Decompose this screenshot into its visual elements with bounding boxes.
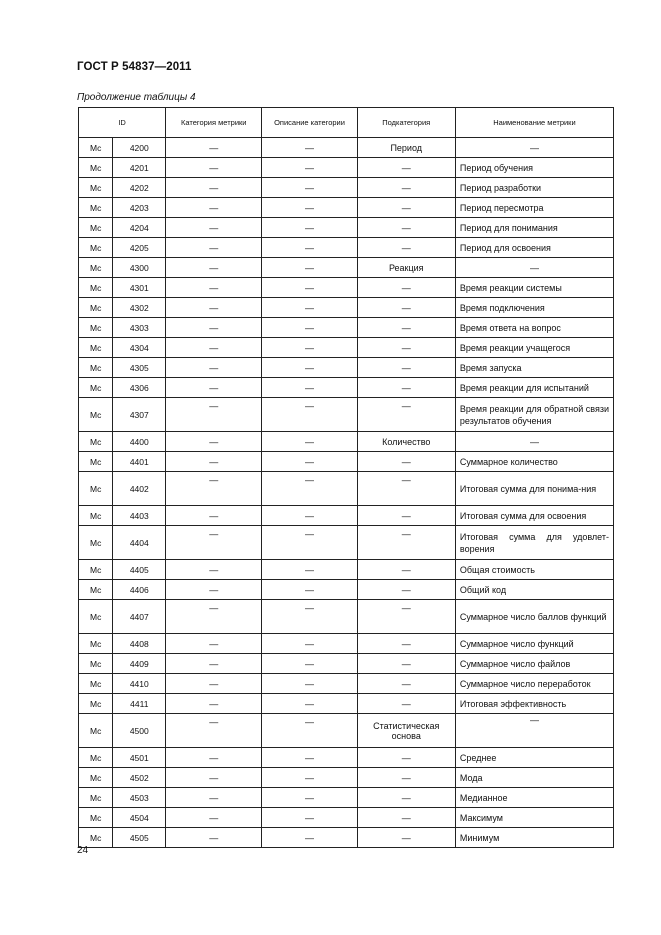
row-category: — <box>166 158 262 178</box>
row-prefix: Mc <box>79 674 113 694</box>
row-id: 4503 <box>113 788 166 808</box>
row-subcategory: — <box>357 788 455 808</box>
row-metric-name: Мода <box>455 768 613 788</box>
row-prefix: Mc <box>79 338 113 358</box>
row-prefix: Mc <box>79 634 113 654</box>
row-metric-name: Итоговая сумма для освоения <box>455 506 613 526</box>
row-id: 4406 <box>113 580 166 600</box>
row-description: — <box>262 158 357 178</box>
row-description: — <box>262 378 357 398</box>
row-subcategory: — <box>357 506 455 526</box>
row-description: — <box>262 634 357 654</box>
table-row <box>79 634 614 654</box>
row-metric-name: Время реакции для испытаний <box>455 378 613 398</box>
row-category: — <box>166 748 262 768</box>
row-prefix: Mc <box>79 472 113 506</box>
row-subcategory: — <box>357 526 455 560</box>
row-id: 4402 <box>113 472 166 506</box>
row-description: — <box>262 788 357 808</box>
row-description: — <box>262 358 357 378</box>
row-category: — <box>166 714 262 748</box>
row-prefix: Mc <box>79 714 113 748</box>
row-description: — <box>262 138 357 158</box>
column-header-metric-name: Наименование метрики <box>455 108 613 138</box>
row-metric-name: — <box>455 714 613 748</box>
row-description: — <box>262 198 357 218</box>
row-category: — <box>166 298 262 318</box>
row-subcategory: Период <box>357 138 455 158</box>
row-subcategory: — <box>357 472 455 506</box>
row-category: — <box>166 600 262 634</box>
row-subcategory: — <box>357 298 455 318</box>
row-prefix: Mc <box>79 138 113 158</box>
table-row <box>79 158 614 178</box>
row-prefix: Mc <box>79 358 113 378</box>
table-row <box>79 714 614 748</box>
row-description: — <box>262 580 357 600</box>
table-row <box>79 694 614 714</box>
row-subcategory: — <box>357 748 455 768</box>
row-id: 4201 <box>113 158 166 178</box>
row-id: 4409 <box>113 654 166 674</box>
row-description: — <box>262 338 357 358</box>
row-id: 4205 <box>113 238 166 258</box>
row-metric-name: Период для освоения <box>455 238 613 258</box>
row-prefix: Mc <box>79 378 113 398</box>
table-row <box>79 506 614 526</box>
document-title: ГОСТ Р 54837—2011 <box>77 61 192 73</box>
row-id: 4305 <box>113 358 166 378</box>
row-metric-name: Суммарное число файлов <box>455 654 613 674</box>
row-description: — <box>262 560 357 580</box>
row-id: 4505 <box>113 828 166 848</box>
row-subcategory: — <box>357 398 455 432</box>
row-metric-name: Суммарное число функций <box>455 634 613 654</box>
row-subcategory: — <box>357 654 455 674</box>
row-category: — <box>166 358 262 378</box>
table-row <box>79 808 614 828</box>
column-header-category: Категория метрики <box>166 108 262 138</box>
column-header-id: ID <box>79 108 166 138</box>
row-metric-name: Итоговая сумма для понима-ния <box>455 472 613 506</box>
table-row <box>79 278 614 298</box>
row-id: 4303 <box>113 318 166 338</box>
table-row <box>79 178 614 198</box>
row-prefix: Mc <box>79 398 113 432</box>
row-metric-name: — <box>455 258 613 278</box>
row-id: 4500 <box>113 714 166 748</box>
row-description: — <box>262 278 357 298</box>
page-number: 24 <box>77 845 89 856</box>
table-row <box>79 580 614 600</box>
row-metric-name: Период пересмотра <box>455 198 613 218</box>
row-subcategory: — <box>357 318 455 338</box>
row-description: — <box>262 526 357 560</box>
row-metric-name: Суммарное число переработок <box>455 674 613 694</box>
row-subcategory: — <box>357 218 455 238</box>
row-description: — <box>262 768 357 788</box>
row-subcategory: — <box>357 808 455 828</box>
row-category: — <box>166 560 262 580</box>
row-metric-name: Общий код <box>455 580 613 600</box>
row-description: — <box>262 238 357 258</box>
row-description: — <box>262 398 357 432</box>
row-category: — <box>166 694 262 714</box>
row-category: — <box>166 338 262 358</box>
row-id: 4401 <box>113 452 166 472</box>
row-description: — <box>262 506 357 526</box>
row-metric-name: — <box>455 432 613 452</box>
row-metric-name: Итоговая сумма для удовлет-ворения <box>455 526 613 560</box>
table-row <box>79 238 614 258</box>
row-description: — <box>262 674 357 694</box>
row-category: — <box>166 654 262 674</box>
table-row <box>79 452 614 472</box>
row-category: — <box>166 788 262 808</box>
table-body <box>79 138 614 848</box>
row-prefix: Mc <box>79 258 113 278</box>
row-id: 4202 <box>113 178 166 198</box>
row-id: 4200 <box>113 138 166 158</box>
row-category: — <box>166 218 262 238</box>
row-subcategory: — <box>357 580 455 600</box>
row-id: 4204 <box>113 218 166 238</box>
row-category: — <box>166 398 262 432</box>
row-subcategory: — <box>357 178 455 198</box>
row-id: 4300 <box>113 258 166 278</box>
row-category: — <box>166 472 262 506</box>
row-category: — <box>166 452 262 472</box>
table-row <box>79 378 614 398</box>
table-row <box>79 298 614 318</box>
row-category: — <box>166 768 262 788</box>
row-description: — <box>262 258 357 278</box>
row-category: — <box>166 138 262 158</box>
table-row <box>79 560 614 580</box>
row-category: — <box>166 318 262 338</box>
table-row <box>79 358 614 378</box>
row-prefix: Mc <box>79 654 113 674</box>
row-subcategory: — <box>357 694 455 714</box>
row-description: — <box>262 472 357 506</box>
row-metric-name: Минимум <box>455 828 613 848</box>
row-subcategory: — <box>357 338 455 358</box>
row-category: — <box>166 634 262 654</box>
row-subcategory: — <box>357 378 455 398</box>
row-category: — <box>166 178 262 198</box>
row-id: 4501 <box>113 748 166 768</box>
row-prefix: Mc <box>79 600 113 634</box>
row-category: — <box>166 278 262 298</box>
table-row <box>79 218 614 238</box>
row-id: 4400 <box>113 432 166 452</box>
row-prefix: Mc <box>79 278 113 298</box>
table-row <box>79 338 614 358</box>
table-row <box>79 398 614 432</box>
row-category: — <box>166 808 262 828</box>
row-description: — <box>262 452 357 472</box>
table-row <box>79 828 614 848</box>
row-prefix: Mc <box>79 788 113 808</box>
row-prefix: Mc <box>79 808 113 828</box>
row-id: 4407 <box>113 600 166 634</box>
column-header-description: Описание категории <box>262 108 357 138</box>
row-metric-name: Период обучения <box>455 158 613 178</box>
row-prefix: Mc <box>79 432 113 452</box>
row-prefix: Mc <box>79 580 113 600</box>
row-metric-name: Время запуска <box>455 358 613 378</box>
table-row <box>79 258 614 278</box>
row-description: — <box>262 714 357 748</box>
row-description: — <box>262 318 357 338</box>
row-description: — <box>262 432 357 452</box>
row-id: 4411 <box>113 694 166 714</box>
row-subcategory: Статистическая основа <box>357 714 455 748</box>
row-metric-name: Итоговая эффективность <box>455 694 613 714</box>
row-description: — <box>262 218 357 238</box>
row-metric-name: Время ответа на вопрос <box>455 318 613 338</box>
row-category: — <box>166 580 262 600</box>
row-prefix: Mc <box>79 298 113 318</box>
row-description: — <box>262 828 357 848</box>
row-metric-name: Суммарное количество <box>455 452 613 472</box>
row-category: — <box>166 378 262 398</box>
row-id: 4203 <box>113 198 166 218</box>
table-row <box>79 768 614 788</box>
row-description: — <box>262 654 357 674</box>
row-prefix: Mc <box>79 560 113 580</box>
row-metric-name: Общая стоимость <box>455 560 613 580</box>
row-id: 4403 <box>113 506 166 526</box>
row-metric-name: Максимум <box>455 808 613 828</box>
row-id: 4502 <box>113 768 166 788</box>
row-category: — <box>166 258 262 278</box>
row-prefix: Mc <box>79 748 113 768</box>
row-prefix: Mc <box>79 158 113 178</box>
row-metric-name: Время реакции системы <box>455 278 613 298</box>
row-metric-name: Период разработки <box>455 178 613 198</box>
table-row <box>79 748 614 768</box>
row-id: 4307 <box>113 398 166 432</box>
table-row <box>79 654 614 674</box>
table-caption: Продолжение таблицы 4 <box>77 92 196 103</box>
row-description: — <box>262 808 357 828</box>
row-subcategory: — <box>357 358 455 378</box>
table-row <box>79 600 614 634</box>
row-prefix: Mc <box>79 526 113 560</box>
row-id: 4304 <box>113 338 166 358</box>
row-prefix: Mc <box>79 198 113 218</box>
row-prefix: Mc <box>79 238 113 258</box>
row-metric-name: Медианное <box>455 788 613 808</box>
row-description: — <box>262 178 357 198</box>
row-description: — <box>262 694 357 714</box>
row-subcategory: — <box>357 198 455 218</box>
row-id: 4410 <box>113 674 166 694</box>
table-row <box>79 788 614 808</box>
row-prefix: Mc <box>79 452 113 472</box>
row-id: 4405 <box>113 560 166 580</box>
table-row <box>79 198 614 218</box>
row-metric-name: — <box>455 138 613 158</box>
row-id: 4302 <box>113 298 166 318</box>
row-id: 4301 <box>113 278 166 298</box>
table-header-row <box>79 108 614 138</box>
row-prefix: Mc <box>79 768 113 788</box>
row-category: — <box>166 432 262 452</box>
row-subcategory: — <box>357 768 455 788</box>
table-row <box>79 432 614 452</box>
row-subcategory: — <box>357 674 455 694</box>
row-id: 4306 <box>113 378 166 398</box>
table-row <box>79 318 614 338</box>
row-metric-name: Среднее <box>455 748 613 768</box>
row-prefix: Mc <box>79 506 113 526</box>
row-category: — <box>166 828 262 848</box>
table-row <box>79 674 614 694</box>
table-row <box>79 526 614 560</box>
row-subcategory: Реакция <box>357 258 455 278</box>
row-subcategory: — <box>357 238 455 258</box>
row-subcategory: — <box>357 600 455 634</box>
row-description: — <box>262 600 357 634</box>
row-subcategory: — <box>357 634 455 654</box>
row-category: — <box>166 506 262 526</box>
row-category: — <box>166 526 262 560</box>
row-id: 4504 <box>113 808 166 828</box>
table-row <box>79 138 614 158</box>
row-prefix: Mc <box>79 694 113 714</box>
row-category: — <box>166 198 262 218</box>
row-prefix: Mc <box>79 318 113 338</box>
row-metric-name: Период для понимания <box>455 218 613 238</box>
row-subcategory: Количество <box>357 432 455 452</box>
metrics-table <box>78 107 614 848</box>
row-subcategory: — <box>357 278 455 298</box>
row-id: 4404 <box>113 526 166 560</box>
row-description: — <box>262 748 357 768</box>
row-subcategory: — <box>357 158 455 178</box>
row-subcategory: — <box>357 452 455 472</box>
row-subcategory: — <box>357 560 455 580</box>
table-row <box>79 472 614 506</box>
row-category: — <box>166 674 262 694</box>
row-prefix: Mc <box>79 218 113 238</box>
row-id: 4408 <box>113 634 166 654</box>
row-subcategory: — <box>357 828 455 848</box>
row-metric-name: Время подключения <box>455 298 613 318</box>
row-category: — <box>166 238 262 258</box>
row-prefix: Mc <box>79 828 113 848</box>
row-prefix: Mc <box>79 178 113 198</box>
row-metric-name: Время реакции учащегося <box>455 338 613 358</box>
row-metric-name: Суммарное число баллов функций <box>455 600 613 634</box>
column-header-subcategory: Подкатегория <box>357 108 455 138</box>
row-metric-name: Время реакции для обратной связи результатов обучения <box>455 398 613 432</box>
row-description: — <box>262 298 357 318</box>
